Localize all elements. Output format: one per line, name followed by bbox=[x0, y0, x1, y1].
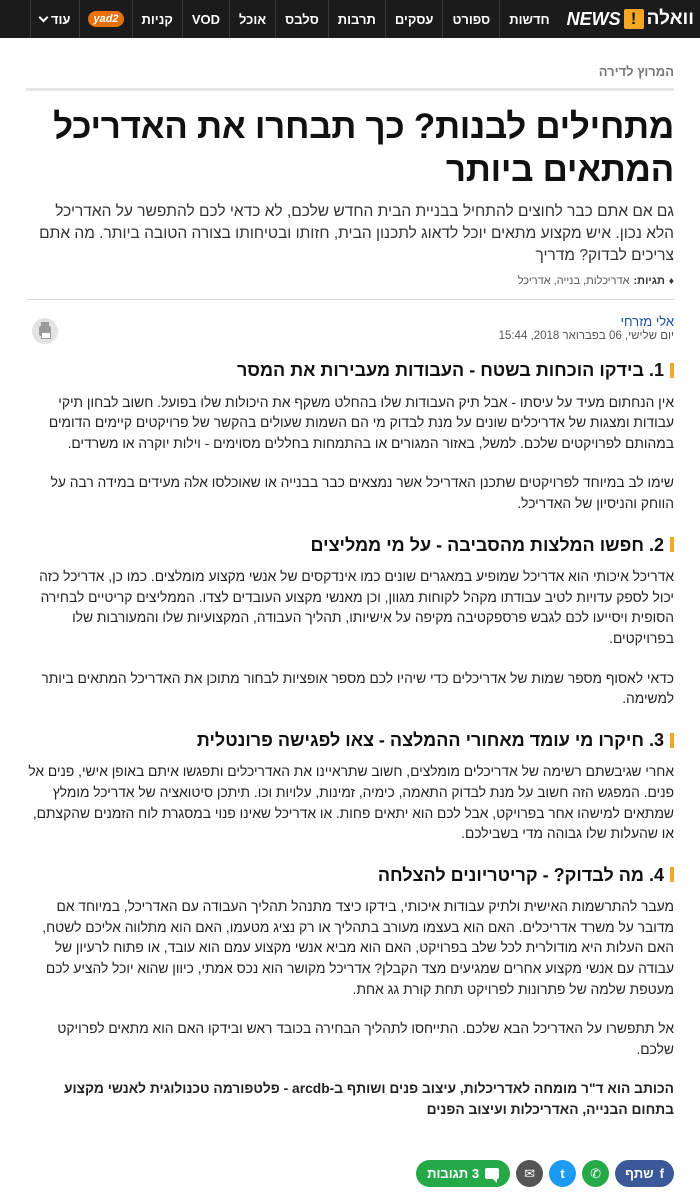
heading-accent-bar bbox=[670, 867, 674, 882]
nav-item-vod[interactable]: VOD bbox=[182, 0, 229, 38]
facebook-icon: f bbox=[659, 1166, 664, 1181]
section-heading bbox=[26, 730, 674, 751]
whatsapp-icon: ✆ bbox=[590, 1165, 602, 1181]
section-heading-text: 3. חיקרו מי עומד מאחורי ההמלצה - צאו לפגישה פרונטלית bbox=[196, 729, 664, 750]
yad2-logo: yad2 bbox=[88, 11, 123, 27]
article-body bbox=[26, 360, 674, 1121]
section-heading bbox=[26, 360, 674, 381]
article-headline: מתחילים לבנות? כך תבחרו את האדריכל המתאים ביותר bbox=[53, 107, 674, 189]
author-note: הכותב הוא ד"ר מומחה לאדריכלות, עיצוב פנים ושותף ב-arcdb - פלטפורמה טכנולוגית לאנשי מקצוע בתחום הבנייה, האדריכלות ועיצוב הפנים bbox=[63, 1081, 674, 1118]
article-content bbox=[26, 38, 674, 1140]
walla-news-logo[interactable] bbox=[567, 0, 694, 38]
section-heading-text: 2. חפשו המלצות מהסביבה - על מי ממליצים bbox=[310, 534, 664, 555]
nav-more-label: עוד bbox=[50, 11, 71, 27]
author-link[interactable]: אלי מזרחי bbox=[620, 314, 674, 329]
article-meta bbox=[26, 314, 674, 344]
body-paragraph: אין הנחתום מעיד על עיסתו - אבל תיק העבודות שלו בהחלט משקף את היכולות שלו בפועל. חשוב לבחון תיקי עבודות ומצגות של אדריכלים שונים על מנת לבדוק מי הם השמות שעולים בהקשר של פרויקטים קיימים הדומים במהותם לפרויקטים שלכם. למשל, באזור המגורים או בהתמחות בחללים מסוימים - וילות יוקרה או משרדים. bbox=[48, 394, 674, 451]
article-tags bbox=[26, 275, 674, 287]
comments-button[interactable] bbox=[416, 1160, 510, 1187]
section-heading bbox=[26, 535, 674, 556]
tag-icon: ♦ bbox=[668, 275, 674, 287]
section-heading-text: 1. בידקו הוכחות בשטח - העבודות מעבירות את המסר bbox=[237, 360, 664, 380]
byline bbox=[499, 314, 674, 342]
tags-label: תגיות: bbox=[633, 275, 665, 287]
section-heading bbox=[26, 865, 674, 886]
section-heading-text: 4. מה לבדוק? - קריטריונים להצלחה bbox=[377, 864, 664, 885]
print-button[interactable] bbox=[32, 318, 58, 344]
article-subheadline: גם אם אתם כבר לחוצים להתחיל בבניית הבית החדש שלכם, לא כדאי לכם להתפשר על האדריכל הלא נכון. איש מקצוע מתאים יוכל לדאוג לתכנון הבית, חזותו ובטיחותו בצורה הטובה ביותר. מה אתם צריכים לבדוק? מדריך bbox=[39, 203, 674, 264]
divider bbox=[26, 299, 674, 300]
body-paragraph: אדריכל איכותי הוא אדריכל שמופיע במאגרים שונים כמו אינדקסים של אנשי מקצוע מומלצים. כמו כן, אדריכל כזה יכול לספק עדויות לטיב עבודתו מקהל לקוחות מגוון, וכן מאנשי מקצוע העובדים לצדו. הממליצים קריטיים לבחירה הסופית ויסייעו לכם לגבש פרספקטיבה מקיפה על אישיותו, תהליך העבודה, המקצועיות שלו והמעורבות שלו בפרויקטים. bbox=[39, 569, 674, 646]
tags-list[interactable]: אדריכלות, בנייה, אדריכל bbox=[517, 275, 630, 287]
nav-item-shopping[interactable]: קניות bbox=[132, 0, 182, 38]
section-label[interactable]: המרוץ לדירה bbox=[26, 38, 674, 91]
chevron-down-icon bbox=[38, 12, 48, 22]
twitter-icon: t bbox=[560, 1166, 565, 1181]
body-paragraph: כדאי לאסוף מספר שמות של אדריכלים כדי שיהיו לכם מספר אופציות לבחור מתוכן את האדריכל המתאים ביותר למשימה. bbox=[41, 670, 674, 707]
facebook-share-button[interactable] bbox=[615, 1160, 674, 1187]
heading-accent-bar bbox=[670, 537, 674, 552]
heading-accent-bar bbox=[670, 363, 674, 378]
comment-bubble-icon bbox=[485, 1168, 499, 1179]
nav-item-yad2[interactable] bbox=[79, 0, 131, 38]
nav-item-more[interactable] bbox=[30, 0, 80, 38]
facebook-share-label: שתף bbox=[625, 1166, 654, 1181]
body-paragraph: מעבר להתרשמות האישית ולתיק עבודות איכותי, בידקו כיצד מתנהל תהליך העבודה עם האדריכל, במיוחד אם מדובר על משרד אדריכלים. האם הוא בעצמו מעורב בתהליך או רק נציג מטעמו, האם הוא מתלווה אליכם לשטח, האם העלות היא מודולרית לכל שלב בפרויקט, האם הוא מביא אנשי מקצוע עמם הוא עובד, או פתוח לרעיון של עבודה עם אנשי מקצוע אחרים שמגיעים מצד הקבלן? אדריכל מקושר הוא נכס אמתי, כיוון שהוא יוכל להציע לכם מעטפת שלמה של פתרונות לפרויקט תחת קורת גג אחת. bbox=[42, 899, 674, 997]
nav-item-food[interactable]: אוכל bbox=[229, 0, 275, 38]
top-navigation-bar bbox=[0, 0, 700, 38]
logo-exclamation-box: ! bbox=[624, 9, 644, 29]
publish-date: יום שלישי, 06 בפברואר 2018, 15:44 bbox=[498, 330, 674, 342]
nav-item-celebs[interactable]: סלבס bbox=[275, 0, 328, 38]
nav-item-sport[interactable]: ספורט bbox=[442, 0, 499, 38]
logo-news-text: NEWS bbox=[566, 8, 621, 29]
body-paragraph: אחרי שגיבשתם רשימה של אדריכלים מומלצים, חשוב שתראיינו את האדריכלים ותפגשו איתם באופן אישי, פנים אל פנים. המפגש הזה חשוב על מנת לבדוק התאמה, כימיה, זמינות, עלויות וכו. תיתכן סיטואציה של אדריכל מומלץ שמתאים למישהו אחר בפרויקט, אבל לכם הוא יתאים פחות. או אדריכל שאינו פנוי במסגרת לוח הזמנים שהקצתם, או שהעלות שלו גבוהה מדי בשבילכם. bbox=[28, 764, 674, 842]
email-share-button[interactable] bbox=[516, 1160, 543, 1187]
share-bar bbox=[26, 1160, 674, 1187]
logo-walla-text: וואלה bbox=[646, 8, 694, 29]
comments-count-label: 3 תגובות bbox=[427, 1166, 480, 1181]
nav-menu bbox=[30, 0, 559, 38]
nav-item-news[interactable]: חדשות bbox=[499, 0, 558, 38]
printer-icon bbox=[39, 326, 51, 336]
whatsapp-share-button[interactable] bbox=[582, 1160, 609, 1187]
nav-item-business[interactable]: עסקים bbox=[385, 0, 443, 38]
twitter-share-button[interactable] bbox=[549, 1160, 576, 1187]
nav-item-culture[interactable]: תרבות bbox=[328, 0, 385, 38]
body-paragraph: אל תתפשרו על האדריכל הבא שלכם. התייחסו לתהליך הבחירה בכובד ראש ובידקו האם הוא מתאים לפרויקט שלכם. bbox=[57, 1021, 674, 1057]
mail-icon: ✉ bbox=[524, 1165, 536, 1181]
body-paragraph: שימו לב במיוחד לפרויקטים שתכנן האדריכל אשר נמצאים כבר בבנייה או שאוכלסו אלה מעידים במידה רבה על הווחק והניסיון של האדריכל. bbox=[50, 475, 674, 511]
heading-accent-bar bbox=[670, 733, 674, 748]
